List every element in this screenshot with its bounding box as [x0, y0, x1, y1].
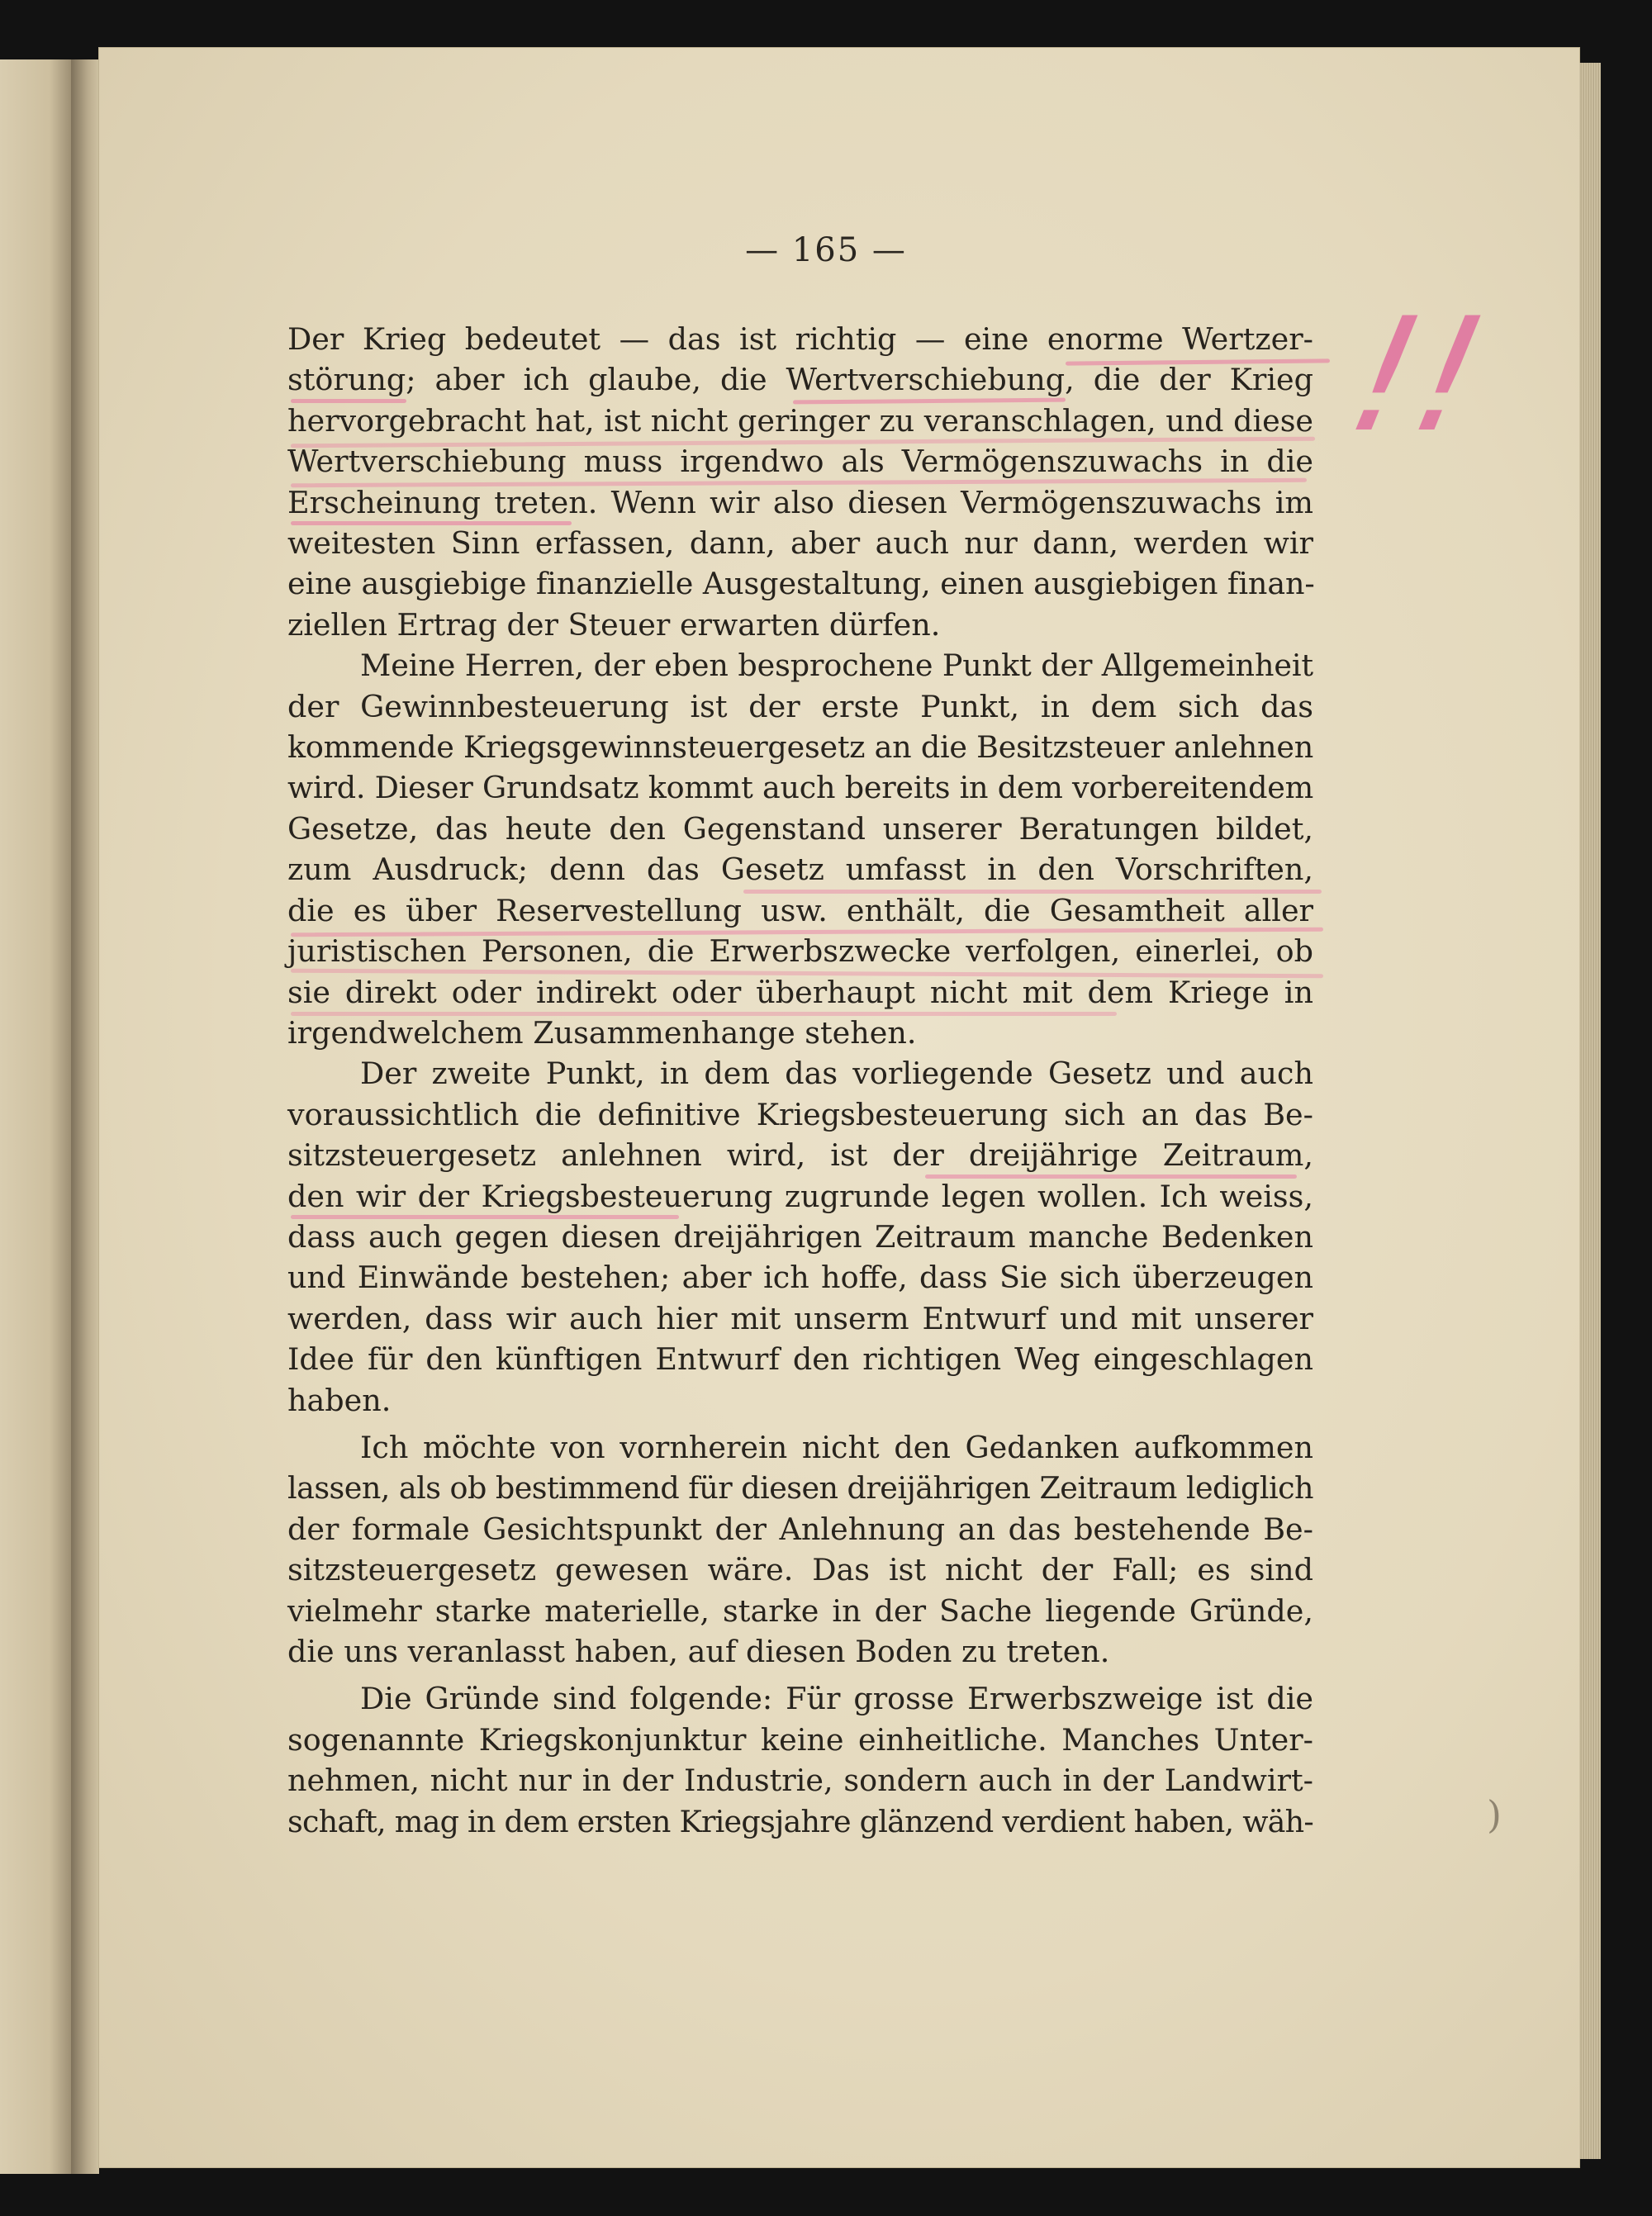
- text-line: Ich möchte von vornherein nicht den Gedanken aufkommen: [360, 1429, 1313, 1465]
- text-line: der formale Gesichtspunkt der Anlehnung an das bestehende Be-: [287, 1511, 1313, 1547]
- text-line: störung; aber ich glaube, die Wertverschiebung, die der Krieg: [287, 362, 1313, 398]
- text-line: voraussichtlich die definitive Kriegsbesteuerung sich an das Be-: [287, 1096, 1313, 1132]
- paragraph-2: [287, 645, 1313, 1053]
- text-line: Die Gründe sind folgende: Für grosse Erwerbszweige ist die: [360, 1681, 1313, 1717]
- text-line: ziellen Ertrag der Steuer erwarten dürfen.: [287, 606, 941, 643]
- text-line: schaft, mag in dem ersten Kriegsjahre glänzend verdient haben, wäh-: [287, 1803, 1313, 1839]
- margin-exclamation-marks: !!: [1335, 284, 1500, 467]
- paragraph-3: [287, 1053, 1313, 1421]
- page-stack-edge: [1579, 63, 1601, 2159]
- text-line: irgendwelchem Zusammenhange stehen.: [287, 1014, 917, 1051]
- text-line: eine ausgiebige finanzielle Ausgestaltung, einen ausgiebigen finan-: [287, 566, 1315, 602]
- text-line: Gesetze, das heute den Gegenstand unserer Beratungen bildet,: [287, 810, 1313, 847]
- text-line: der Gewinnbesteuerung ist der erste Punkt, in dem sich das: [287, 688, 1313, 724]
- text-line: den wir der Kriegsbesteuerung zugrunde legen wollen. Ich weiss,: [287, 1178, 1313, 1214]
- text-line: juristischen Personen, die Erwerbszwecke verfolgen, einerlei, ob: [287, 933, 1313, 970]
- text-line: lassen, als ob bestimmend für diesen dreijährigen Zeitraum lediglich: [287, 1470, 1313, 1507]
- text-line: nehmen, nicht nur in der Industrie, sondern auch in der Landwirt-: [287, 1763, 1313, 1799]
- paragraph-4: [287, 1427, 1313, 1672]
- text-line: sitzsteuergesetz gewesen wäre. Das ist nicht der Fall; es sind: [287, 1552, 1313, 1588]
- text-line: die uns veranlasst haben, auf diesen Boden zu treten.: [287, 1634, 1110, 1669]
- text-line: Wertverschiebung muss irgendwo als Vermögenszuwachs in die: [287, 444, 1313, 480]
- text-line: zum Ausdruck; denn das Gesetz umfasst in den Vorschriften,: [287, 852, 1313, 888]
- text-line: Der Krieg bedeutet — das ist richtig — eine enorme Wertzer-: [287, 321, 1313, 357]
- paragraph-5: [287, 1678, 1313, 1842]
- text-line: haben.: [287, 1382, 392, 1418]
- margin-parenthesis-mark: ): [1487, 1792, 1502, 1837]
- text-line: kommende Kriegsgewinnsteuergesetz an die Besitzsteuer anlehnen: [287, 729, 1313, 766]
- facing-page-edge: [0, 59, 71, 2174]
- book-gutter: [71, 59, 99, 2174]
- text-line: vielmehr starke materielle, starke in der Sache liegende Gründe,: [287, 1592, 1313, 1629]
- body-text: [287, 319, 1313, 1842]
- text-line: dass auch gegen diesen dreijährigen Zeitraum manche Bedenken: [287, 1218, 1313, 1255]
- text-line: sie direkt oder indirekt oder überhaupt nicht mit dem Kriege in: [287, 974, 1313, 1010]
- text-line: weitesten Sinn erfassen, dann, aber auch nur dann, werden wir: [287, 525, 1313, 562]
- text-line: wird. Dieser Grundsatz kommt auch bereits in dem vorbereitendem: [287, 770, 1313, 806]
- text-line: sitzsteuergesetz anlehnen wird, ist der dreijährige Zeitraum,: [287, 1137, 1313, 1174]
- text-line: Meine Herren, der eben besprochene Punkt der Allgemeinheit: [360, 648, 1313, 684]
- text-line: die es über Reservestellung usw. enthält, die Gesamtheit aller: [287, 892, 1313, 928]
- page-number: — 165 —: [745, 231, 907, 269]
- text-line: sogenannte Kriegskonjunktur keine einheitliche. Manches Unter-: [287, 1721, 1313, 1758]
- text-line: Erscheinung treten. Wenn wir also diesen Vermögenszuwachs im: [287, 484, 1313, 520]
- text-line: werden, dass wir auch hier mit unserm Entwurf und mit unserer: [287, 1300, 1313, 1336]
- text-line: Idee für den künftigen Entwurf den richtigen Weg eingeschlagen: [287, 1341, 1313, 1378]
- text-line: Der zweite Punkt, in dem das vorliegende Gesetz und auch: [360, 1056, 1313, 1092]
- paragraph-1: [287, 319, 1313, 645]
- text-line: und Einwände bestehen; aber ich hoffe, dass Sie sich überzeugen: [287, 1260, 1313, 1296]
- text-line: hervorgebracht hat, ist nicht geringer zu veranschlagen, und diese: [287, 402, 1313, 439]
